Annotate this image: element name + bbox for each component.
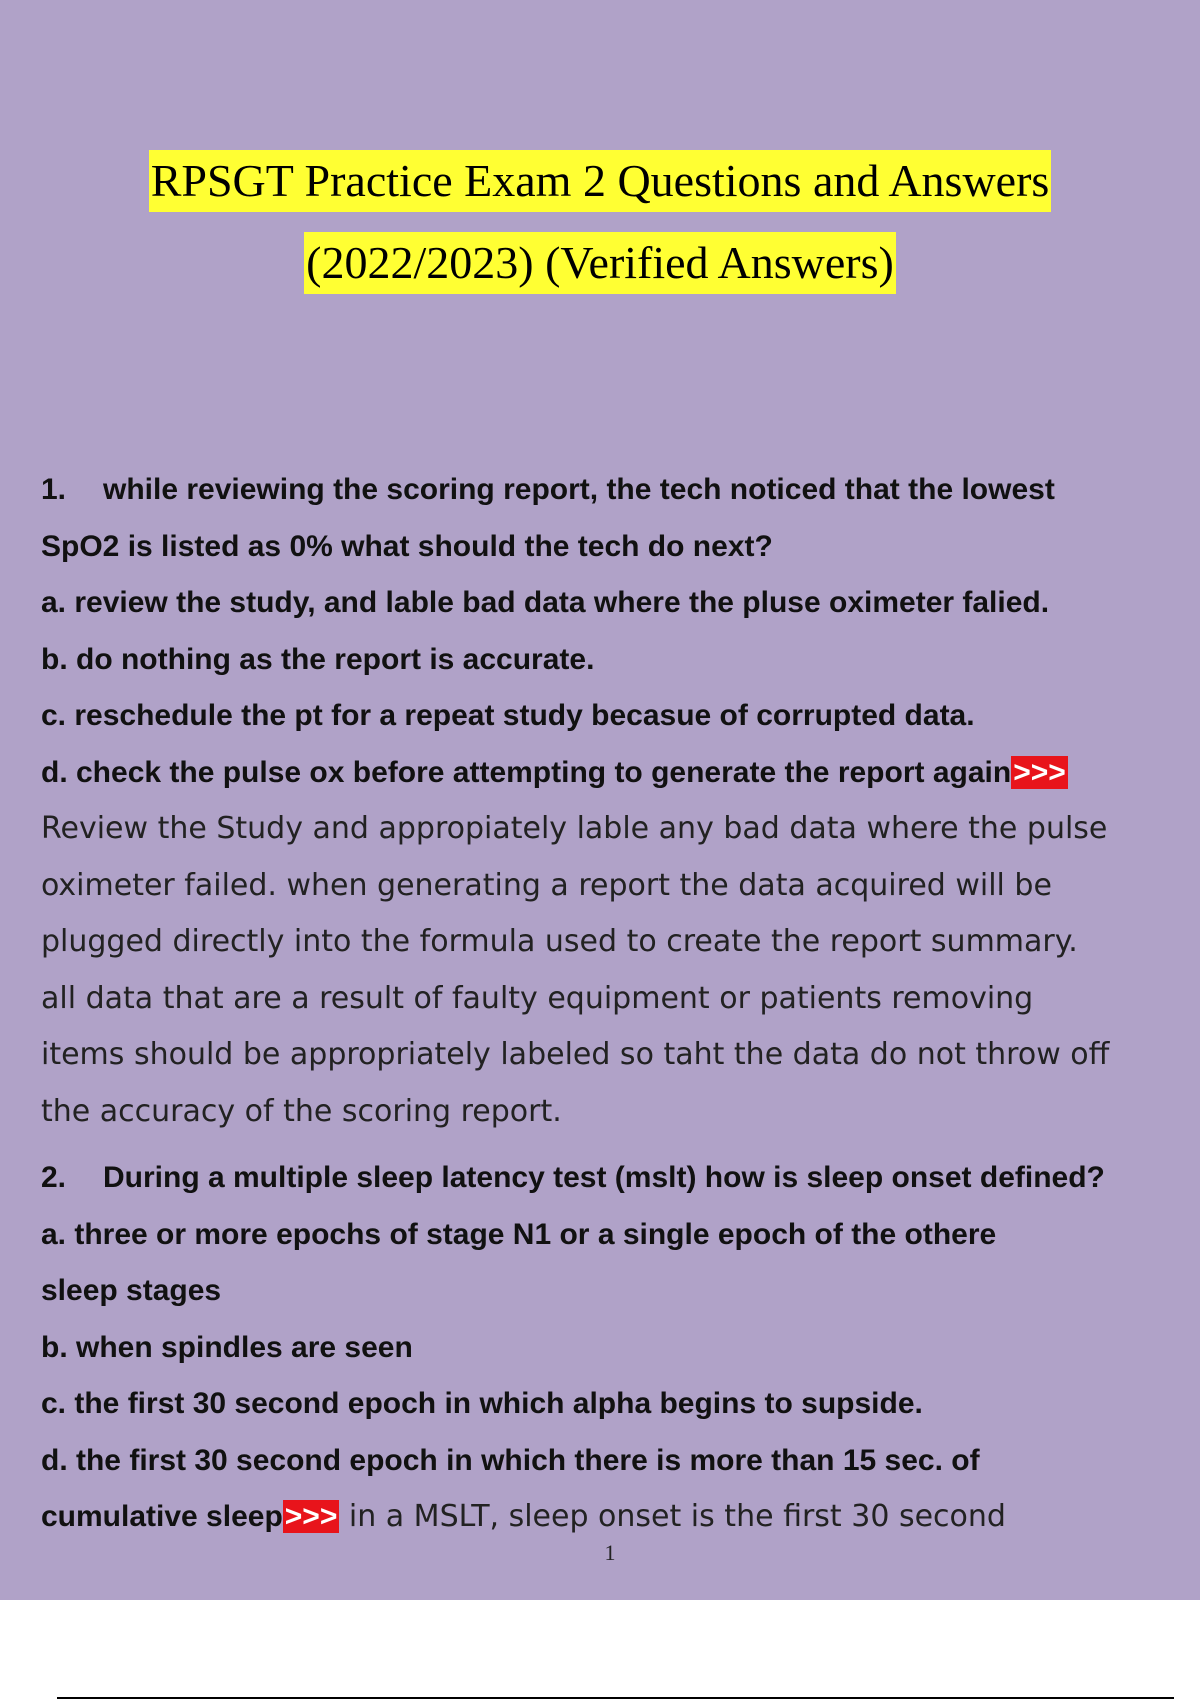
- title-line-2: (2022/2023) (Verified Answers): [304, 232, 896, 294]
- question-number: 1.: [41, 473, 67, 506]
- question-2-option-a-line-2: sleep stages: [41, 1274, 222, 1307]
- question-2-option-a-line-1: a. three or more epochs of stage N1 or a single epoch of the othere: [41, 1217, 997, 1251]
- question-1-option-c: c. reschedule the pt for a repeat study becasue of corrupted data.: [41, 699, 975, 732]
- answer-marker: >>>: [1013, 755, 1066, 789]
- question-2: [41, 1150, 1191, 1546]
- question-1-answer-line: all data that are a result of faulty equipment or patients removing: [41, 980, 1034, 1016]
- option-d-text: cumulative sleep: [41, 1500, 283, 1533]
- question-1: [41, 462, 1191, 1140]
- question-2-option-d-line-2: [41, 1489, 1191, 1546]
- question-2-line-1: [41, 1150, 1191, 1207]
- document-body: [41, 462, 1191, 1546]
- question-1-option-a: a. review the study, and lable bad data where the pluse oximeter falied.: [41, 586, 1050, 619]
- document-title: [0, 150, 1200, 314]
- question-number: 2.: [41, 1161, 67, 1194]
- question-1-option-b: b. do nothing as the report is accurate.: [41, 642, 595, 676]
- question-1-answer-line: the accuracy of the scoring report.: [41, 1093, 562, 1129]
- question-2-option-d-line-1: d. the first 30 second epoch in which there is more than 15 sec. of: [41, 1443, 980, 1477]
- footer-divider: [57, 1697, 1174, 1699]
- title-line-1: RPSGT Practice Exam 2 Questions and Answers: [149, 150, 1052, 212]
- question-1-option-d: [41, 745, 1191, 802]
- question-1-answer-line: plugged directly into the formula used to create the report summary.: [41, 924, 1078, 959]
- option-d-text: d. check the pulse ox before attempting to generate the report again: [41, 755, 1012, 789]
- answer-marker: >>>: [284, 1500, 338, 1533]
- question-gap: [41, 1140, 1191, 1150]
- question-text: During a multiple sleep latency test (mslt) how is sleep onset defined?: [103, 1161, 1105, 1194]
- question-text: while reviewing the scoring report, the tech noticed that the lowest: [103, 473, 1055, 506]
- answer-text: in a MSLT, sleep onset is the first 30 second: [339, 1499, 1006, 1534]
- question-1-line-2: SpO2 is listed as 0% what should the tech do next?: [41, 529, 773, 563]
- question-1-answer-line: items should be appropriately labeled so taht the data do not throw off: [41, 1037, 1110, 1072]
- question-2-option-b: b. when spindles are seen: [41, 1330, 413, 1364]
- question-1-line-1: [41, 462, 1191, 519]
- page-number: 1: [604, 1540, 616, 1565]
- question-1-answer-line: Review the Study and appropiately lable any bad data where the pulse: [41, 811, 1108, 846]
- question-2-option-c: c. the first 30 second epoch in which alpha begins to supside.: [41, 1387, 923, 1420]
- question-1-answer-line: oximeter failed. when generating a report the data acquired will be: [41, 867, 1052, 903]
